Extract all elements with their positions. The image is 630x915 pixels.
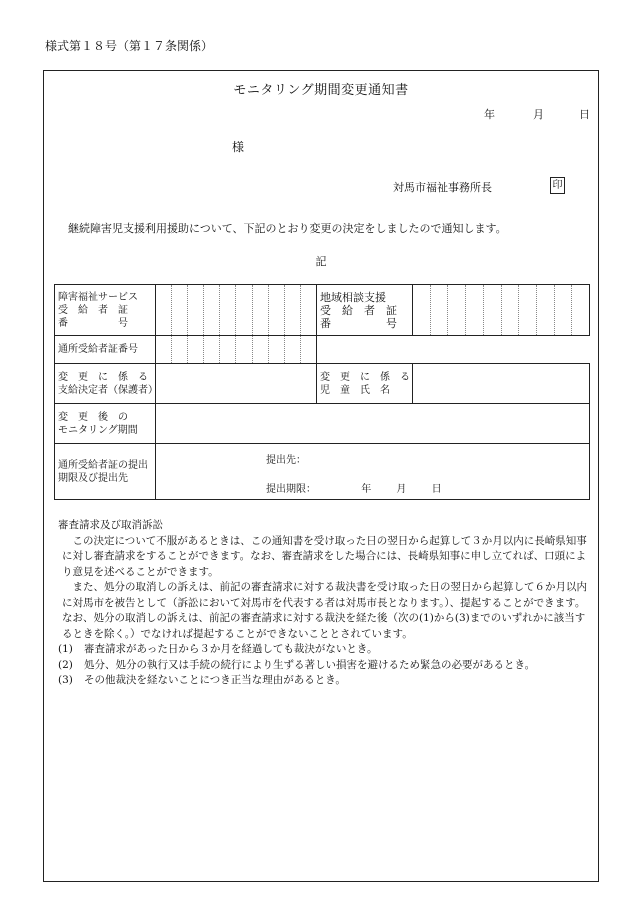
decision-holder-field[interactable] bbox=[156, 364, 317, 404]
digit-boxes bbox=[156, 336, 316, 363]
notice-frame bbox=[43, 70, 599, 882]
item-number: (1) bbox=[58, 643, 73, 655]
info-table bbox=[54, 284, 590, 500]
date-day-label: 日 bbox=[579, 108, 590, 121]
table-row bbox=[55, 444, 590, 500]
label-line: 変 更 後 の bbox=[58, 411, 128, 423]
deadline-year-label: 年 bbox=[361, 483, 372, 495]
label-line: 地域相談支援 bbox=[320, 290, 386, 304]
intro-text: 継続障害児支援利用援助について、下記のとおり変更の決定をしましたので通知します。 bbox=[68, 222, 507, 235]
appeal-paragraph-2: また、処分の取消しの訴えは、前記の審査請求に対する裁決書を受け取った日の翌日から起算して６か月以内に対馬市を被告として（訴訟において対馬市を代表する者は対馬市長となります。）、提起することができます。なお、処分の取消しの訴えは、前記の審査請求に対する裁決を経た後（次の(1)から(3)までのいずれかに該当するときを除く。）でなければ提起することができないこととされています。 bbox=[62, 581, 587, 640]
label-line: 受 給 者 証 bbox=[320, 303, 397, 317]
blank-cell bbox=[317, 336, 590, 364]
table-row bbox=[55, 404, 590, 444]
submit-field[interactable] bbox=[156, 444, 590, 500]
digit-boxes bbox=[156, 285, 316, 335]
table-row bbox=[55, 285, 590, 336]
deadline-month-label: 月 bbox=[396, 483, 407, 495]
seal-mark: 印 bbox=[550, 177, 565, 194]
date-year-label: 年 bbox=[484, 108, 495, 121]
appeal-heading: 審査請求及び取消訴訟 bbox=[58, 519, 163, 531]
label-text: 受 給 者 証 bbox=[58, 304, 128, 316]
submit-deadline-line bbox=[156, 480, 589, 495]
digit-boxes bbox=[413, 285, 589, 335]
tsusho-number-boxes[interactable] bbox=[156, 336, 317, 364]
appeal-item-2 bbox=[58, 658, 588, 674]
label-line: 児 童 氏 名 bbox=[320, 384, 390, 396]
item-text: 処分、処分の執行又は手続の続行により生ずる著しい損害を避けるため緊急の必要があるとき。 bbox=[84, 658, 536, 671]
appeal-paragraph-1: この決定について不服があるときは、この通知書を受け取った日の翌日から起算して３か月以内に長崎県知事に対し審査請求をすることができます。なお、審査請求をした場合には、長崎県知事に申し立てれば、口頭により意見を述べることができます。 bbox=[62, 534, 587, 578]
period-label bbox=[55, 404, 156, 444]
label-line: 支給決定者（保護者） bbox=[58, 384, 158, 396]
item-number: (2) bbox=[58, 658, 73, 671]
submit-to-label: 提出先： bbox=[266, 454, 306, 466]
service-number-label bbox=[55, 285, 156, 336]
label-line: 番 号 bbox=[58, 317, 128, 329]
label-line: モニタリング期間 bbox=[58, 424, 138, 436]
consult-number-boxes[interactable] bbox=[413, 285, 590, 336]
label-line: 障害福祉サービス bbox=[58, 291, 138, 303]
appeal-item-3 bbox=[58, 673, 588, 689]
decision-holder-label bbox=[55, 364, 156, 404]
submit-deadline-label: 提出期限： bbox=[266, 483, 316, 495]
ki-heading: 記 bbox=[315, 255, 327, 268]
label-line: 期限及び提出先 bbox=[58, 472, 128, 484]
label-line: 変 更 に 係 る bbox=[58, 371, 148, 383]
label-line: 通所受給者証の提出 bbox=[58, 459, 148, 471]
recipient-honorific: 様 bbox=[232, 140, 245, 154]
appeal-section bbox=[58, 518, 588, 689]
child-name-field[interactable] bbox=[413, 364, 590, 404]
period-field[interactable] bbox=[156, 404, 590, 444]
label-line: 番 号 bbox=[320, 316, 397, 330]
sender-name: 対馬市福祉事務所長 bbox=[393, 181, 492, 194]
consult-number-label bbox=[317, 285, 413, 336]
service-number-boxes[interactable] bbox=[156, 285, 317, 336]
document-title: モニタリング期間変更通知書 bbox=[233, 83, 409, 98]
tsusho-number-label: 通所受給者証番号 bbox=[55, 336, 156, 364]
item-text: 審査請求があった日から３か月を経過しても裁決がないとき。 bbox=[84, 643, 378, 655]
date-month-label: 月 bbox=[533, 108, 544, 121]
label-line: 変 更 に 係 る bbox=[320, 371, 410, 383]
form-number-label: 様式第１８号（第１７条関係） bbox=[45, 39, 214, 53]
item-number: (3) bbox=[58, 674, 73, 686]
submit-to-line bbox=[156, 451, 589, 466]
deadline-day-label: 日 bbox=[431, 483, 442, 495]
label-line bbox=[58, 304, 155, 317]
child-name-label bbox=[317, 364, 413, 404]
item-text: その他裁決を経ないことにつき正当な理由があるとき。 bbox=[84, 674, 346, 686]
table-row bbox=[55, 364, 590, 404]
table-row bbox=[55, 336, 590, 364]
appeal-item-1 bbox=[58, 642, 588, 658]
submit-label bbox=[55, 444, 156, 500]
